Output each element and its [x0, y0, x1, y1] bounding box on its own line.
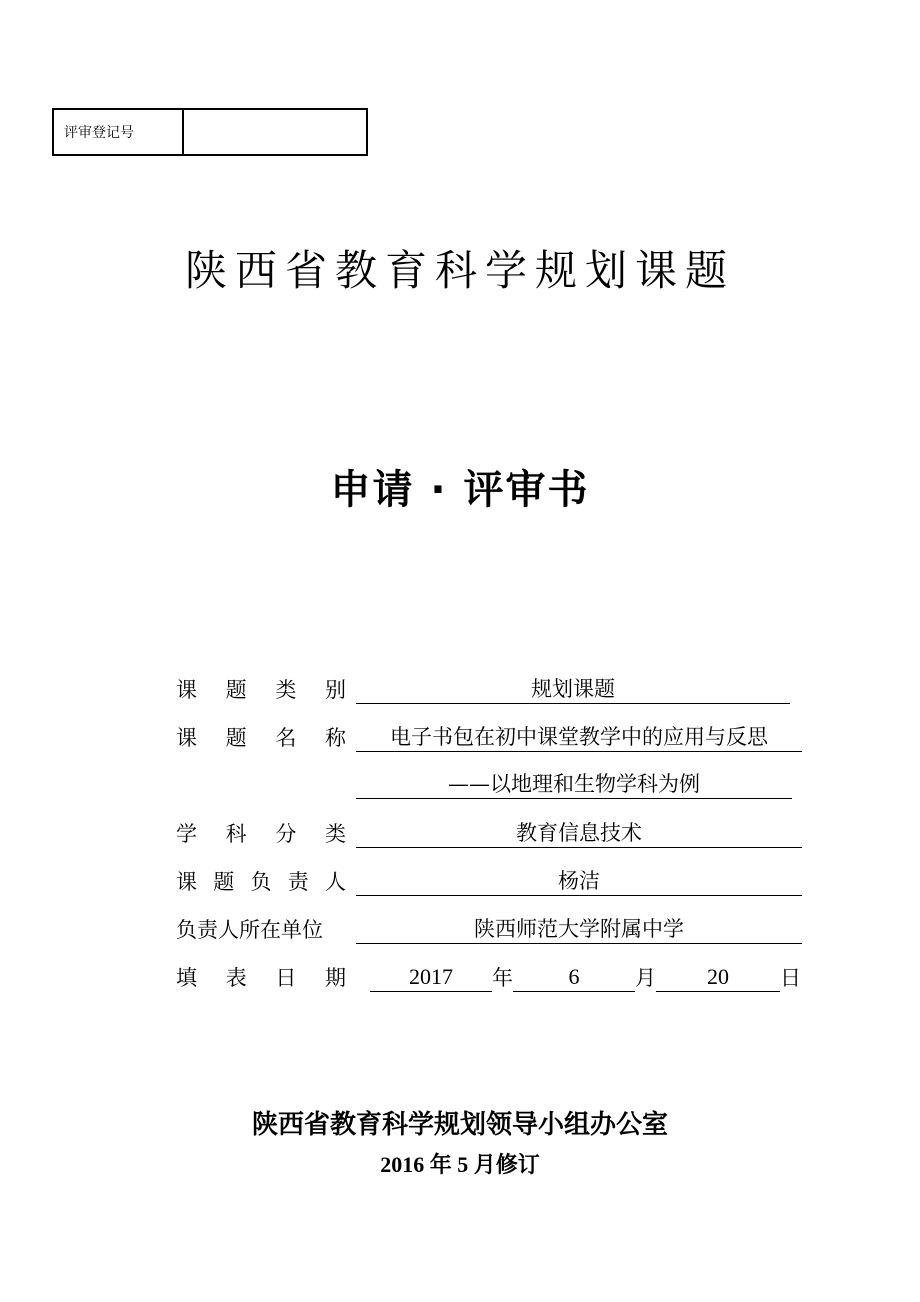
registration-value-field[interactable]: [184, 110, 366, 154]
date-year-value[interactable]: 2017: [370, 963, 492, 992]
sub-title: 申请 · 评审书: [330, 467, 590, 513]
unit-value[interactable]: 陕西师范大学附属中学: [356, 915, 802, 944]
leader-value[interactable]: 杨洁: [356, 867, 802, 896]
name-value-line1[interactable]: 电子书包在初中课堂教学中的应用与反思: [356, 723, 802, 752]
category-value[interactable]: 规划课题: [356, 675, 790, 704]
registration-box: [52, 108, 368, 156]
field-leader: [176, 866, 802, 896]
date-month-unit: 月: [635, 966, 656, 990]
leader-label: 课 题 负 责 人: [176, 870, 346, 894]
date-month-value[interactable]: 6: [513, 963, 635, 992]
footer-office: 陕西省教育科学规划领导小组办公室: [251, 1110, 668, 1140]
date-day-value[interactable]: 20: [656, 963, 780, 992]
footer-revision: 2016 年 5 月修订: [380, 1152, 540, 1177]
registration-label: 评审登记号: [54, 110, 184, 154]
subject-value[interactable]: 教育信息技术: [356, 819, 802, 848]
date-year-unit: 年: [492, 966, 513, 990]
field-subject: [176, 818, 802, 848]
main-title: 陕西省教育科学规划课题: [184, 246, 735, 295]
field-unit: [176, 914, 802, 944]
field-date: [176, 962, 801, 992]
date-day-unit: 日: [780, 966, 801, 990]
field-name-line2: [356, 770, 792, 799]
field-name: [176, 722, 802, 752]
subject-label: 学 科 分 类: [176, 822, 346, 846]
date-label: 填 表 日 期: [176, 966, 346, 990]
category-label: 课 题 类 别: [176, 678, 346, 702]
name-value-line2[interactable]: ——以地理和生物学科为例: [356, 770, 792, 799]
unit-label: 负责人所在单位: [176, 918, 323, 942]
name-label: 课 题 名 称: [176, 726, 346, 750]
field-category: [176, 674, 790, 704]
